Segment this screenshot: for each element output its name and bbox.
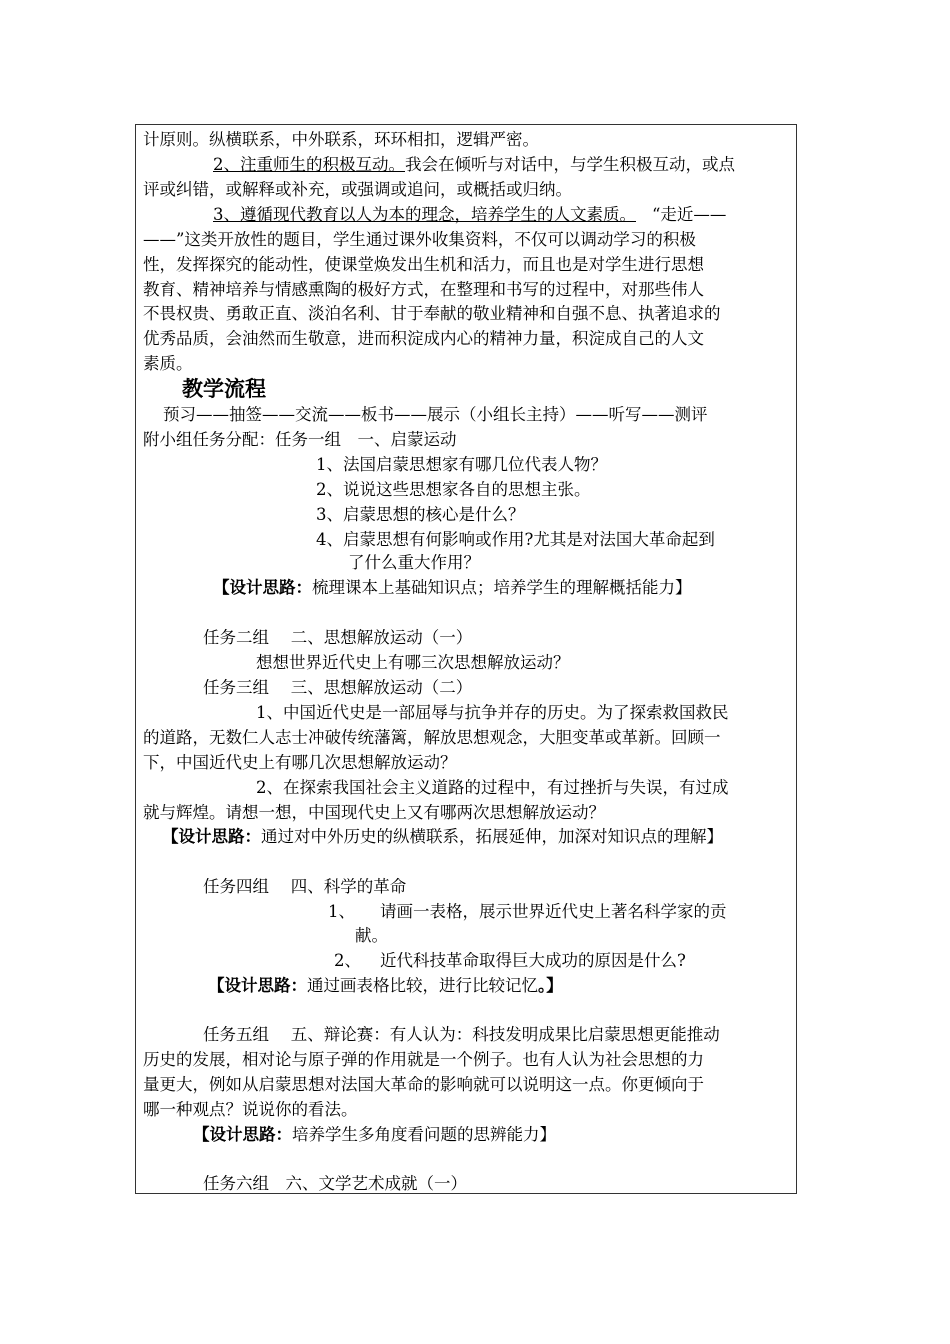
- point-3-line: [213, 203, 726, 227]
- group-2-question: 想想世界近代史上有哪三次思想解放运动？: [256, 653, 570, 672]
- section-heading: 教学流程: [182, 377, 266, 401]
- paragraph-line: 素质。: [143, 354, 193, 373]
- paragraph-line: 计原则。纵横联系，中外联系，环环相扣，逻辑严密。: [143, 130, 539, 149]
- list-item-continued: 了什么重大作用？: [348, 553, 480, 572]
- list-item: 1、法国启蒙思想家有哪几位代表人物？: [316, 455, 607, 474]
- group-1-intro: 附小组任务分配：任务一组 一、启蒙运动: [143, 430, 457, 449]
- design-note-text: 通过画表格比较，进行比较记忆: [307, 976, 538, 995]
- teaching-flow: 预习——抽签——交流——板书——展示（小组长主持）——听写——测评: [163, 405, 708, 424]
- design-note-label: 【设计思路：: [193, 1125, 292, 1144]
- group-6-title: 任务六组 六、文学艺术成就（一）: [203, 1174, 467, 1193]
- list-item: 4、启蒙思想有何影响或作用?尤其是对法国大革命起到: [316, 530, 715, 549]
- paragraph-line: 任务五组 五、辩论赛：有人认为：科技发明成果比启蒙思想更能推动: [203, 1025, 720, 1044]
- design-note-label: 【设计思路：: [208, 976, 307, 995]
- design-note-text: 通过对中外历史的纵横联系，拓展延伸，加深对知识点的理解】: [261, 827, 723, 846]
- paragraph-line: 教育、精神培养与情感熏陶的极好方式，在整理和书写的过程中，对那些伟人: [143, 280, 704, 299]
- paragraph-line: 优秀品质，会油然而生敬意，进而积淀成内心的精神力量，积淀成自己的人文: [143, 329, 704, 348]
- list-item-number: 1、: [328, 902, 355, 921]
- design-note-end: 。】: [538, 976, 563, 995]
- paragraph-line: 量更大，例如从启蒙思想对法国大革命的影响就可以说明这一点。你更倾向于: [143, 1075, 704, 1094]
- paragraph-line: 2、在探索我国社会主义道路的过程中，有过挫折与失误，有过成: [256, 778, 729, 797]
- paragraph-line: ——”这类开放性的题目，学生通过课外收集资料，不仅可以调动学习的积极: [143, 230, 696, 249]
- list-item: 近代科技革命取得巨大成功的原因是什么?: [380, 951, 686, 970]
- design-note: [213, 576, 692, 600]
- list-item: 请画一表格，展示世界近代史上著名科学家的贡: [380, 902, 727, 921]
- list-item: 2、说说这些思想家各自的思想主张。: [316, 480, 591, 499]
- paragraph-line: 历史的发展，相对论与原子弹的作用就是一个例子。也有人认为社会思想的力: [143, 1050, 704, 1069]
- paragraph-line: 1、中国近代史是一部屈辱与抗争并存的历史。为了探索救国救民: [256, 703, 729, 722]
- list-item-number: 2、: [334, 951, 361, 970]
- list-item: 3、启蒙思想的核心是什么？: [316, 505, 525, 524]
- paragraph-line: 评或纠错，或解释或补充，或强调或追问，或概括或归纳。: [143, 180, 572, 199]
- list-item-continued: 献。: [355, 926, 388, 945]
- design-note: [162, 825, 723, 849]
- point-3-heading: 3、遵循现代教育以人为本的理念，培养学生的人文素质。: [213, 205, 636, 224]
- point-2-text: 我会在倾听与对话中，与学生积极互动，或点: [405, 155, 735, 174]
- point-2-line: [213, 153, 735, 177]
- design-note-text: 梳理课本上基础知识点；培养学生的理解概括能力】: [312, 578, 692, 597]
- design-note-label: 【设计思路：: [213, 578, 312, 597]
- design-note-text: 培养学生多角度看问题的思辨能力】: [292, 1125, 556, 1144]
- paragraph-line: 的道路，无数仁人志士冲破传统藩篱，解放思想观念，大胆变革或革新。回顾一: [143, 728, 721, 747]
- point-3-text: “走近——: [652, 205, 727, 224]
- group-2-title: 任务二组 二、思想解放运动（一）: [203, 628, 473, 647]
- group-4-title: 任务四组 四、科学的革命: [203, 877, 407, 896]
- paragraph-line: 下，中国近代史上有哪几次思想解放运动？: [143, 753, 457, 772]
- point-2-heading: 2、注重师生的积极互动。: [213, 155, 405, 174]
- design-note-label: 【设计思路：: [162, 827, 261, 846]
- design-note: [193, 1123, 556, 1147]
- paragraph-line: 哪一种观点？说说你的看法。: [143, 1100, 358, 1119]
- design-note: [208, 974, 563, 998]
- group-3-title: 任务三组 三、思想解放运动（二）: [203, 678, 473, 697]
- paragraph-line: 性，发挥探究的能动性，使课堂焕发出生机和活力，而且也是对学生进行思想: [143, 255, 704, 274]
- paragraph-line: 不畏权贵、勇敢正直、淡泊名利、甘于奉献的敬业精神和自强不息、执著追求的: [143, 304, 721, 323]
- paragraph-line: 就与辉煌。请想一想，中国现代史上又有哪两次思想解放运动？: [143, 803, 605, 822]
